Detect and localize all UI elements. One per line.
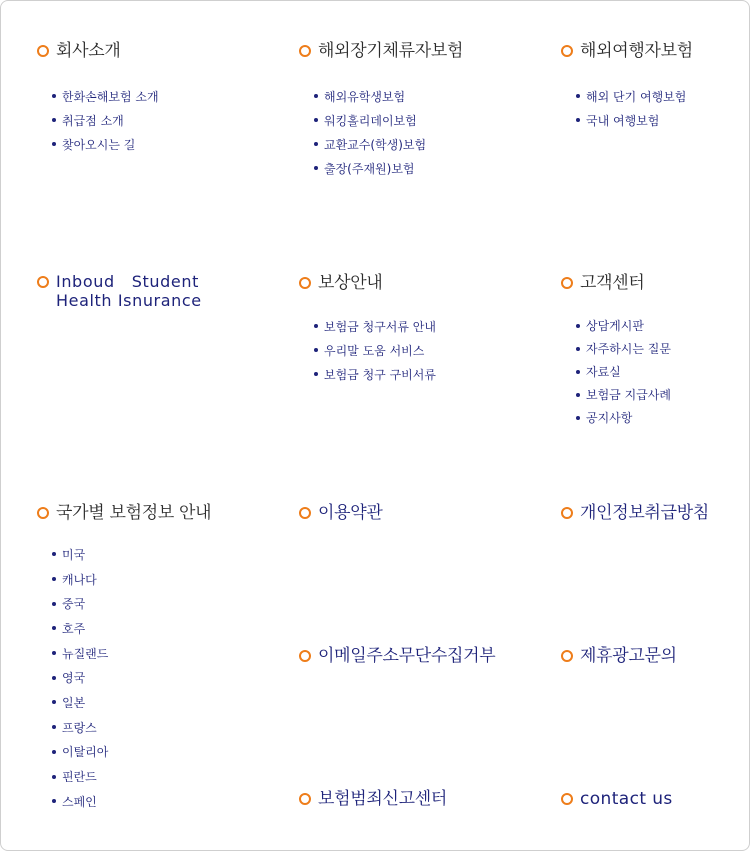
- country-link-7[interactable]: [52, 715, 211, 740]
- dot-bullet-icon: [576, 370, 580, 374]
- dot-bullet-icon: [576, 118, 580, 122]
- email-refusal-link[interactable]: [299, 645, 495, 667]
- ring-bullet-icon: [561, 650, 573, 662]
- link-label: 우리말 도움 서비스: [324, 343, 425, 358]
- compensation-heading-link[interactable]: [299, 272, 436, 294]
- email-refusal-heading: 이메일주소무단수집거부: [318, 646, 496, 666]
- ring-bullet-icon: [299, 45, 311, 57]
- link-label: 호주: [62, 621, 86, 636]
- link-label: 핀란드: [62, 770, 97, 785]
- customer-link-0[interactable]: [576, 314, 671, 337]
- inbound-heading-link[interactable]: [37, 272, 202, 310]
- company-heading-link[interactable]: [37, 40, 159, 62]
- contact-link[interactable]: [561, 788, 673, 810]
- link-label: 취급점 소개: [62, 113, 124, 128]
- long-term-link-0[interactable]: [314, 84, 463, 108]
- ring-bullet-icon: [561, 507, 573, 519]
- country-link-9[interactable]: [52, 764, 211, 789]
- link-label: 미국: [62, 547, 86, 562]
- dot-bullet-icon: [314, 118, 318, 122]
- link-label: 영국: [62, 671, 86, 686]
- link-label: 중국: [62, 597, 86, 612]
- link-label: 보험금 청구 구비서류: [324, 367, 436, 382]
- ad-inquiry-heading: 제휴광고문의: [580, 646, 677, 666]
- link-label: 상담게시판: [586, 319, 644, 333]
- country-link-3[interactable]: [52, 616, 211, 641]
- dot-bullet-icon: [52, 626, 56, 630]
- customer-link-4[interactable]: [576, 406, 671, 429]
- dot-bullet-icon: [52, 700, 56, 704]
- dot-bullet-icon: [52, 577, 56, 581]
- inbound-heading-line2: Health Isnurance: [56, 291, 202, 310]
- dot-bullet-icon: [314, 166, 318, 170]
- terms-link[interactable]: [299, 502, 383, 524]
- country-link-2[interactable]: [52, 591, 211, 616]
- link-label: 이탈리아: [62, 745, 109, 760]
- privacy-link[interactable]: [561, 502, 709, 524]
- dot-bullet-icon: [52, 725, 56, 729]
- customer-link-3[interactable]: [576, 383, 671, 406]
- dot-bullet-icon: [52, 118, 56, 122]
- travel-link-1[interactable]: [576, 108, 693, 132]
- country-link-0[interactable]: [52, 542, 211, 567]
- travel-heading-link[interactable]: [561, 40, 693, 62]
- ring-bullet-icon: [37, 507, 49, 519]
- dot-bullet-icon: [576, 416, 580, 420]
- link-label: 스페인: [62, 794, 97, 809]
- dot-bullet-icon: [576, 393, 580, 397]
- compensation-link-1[interactable]: [314, 338, 436, 362]
- dot-bullet-icon: [576, 94, 580, 98]
- link-label: 국내 여행보험: [586, 113, 660, 128]
- section-long-term: [299, 40, 463, 180]
- section-customer: [561, 272, 671, 429]
- dot-bullet-icon: [576, 347, 580, 351]
- link-label: 캐나다: [62, 572, 97, 587]
- dot-bullet-icon: [314, 94, 318, 98]
- ring-bullet-icon: [299, 793, 311, 805]
- long-term-heading-link[interactable]: [299, 40, 463, 62]
- ring-bullet-icon: [561, 45, 573, 57]
- dot-bullet-icon: [576, 324, 580, 328]
- company-link-2[interactable]: [52, 132, 159, 156]
- compensation-link-2[interactable]: [314, 362, 436, 386]
- customer-heading: 고객센터: [580, 273, 645, 293]
- customer-link-1[interactable]: [576, 337, 671, 360]
- country-link-6[interactable]: [52, 690, 211, 715]
- ring-bullet-icon: [299, 507, 311, 519]
- link-label: 해외유학생보험: [324, 89, 406, 104]
- country-heading: 국가별 보험정보 안내: [56, 503, 212, 523]
- section-terms: [299, 502, 383, 524]
- dot-bullet-icon: [52, 676, 56, 680]
- link-label: 자주하시는 질문: [586, 342, 671, 356]
- customer-heading-link[interactable]: [561, 272, 671, 294]
- country-link-10[interactable]: [52, 789, 211, 814]
- ring-bullet-icon: [37, 45, 49, 57]
- section-company: [37, 40, 159, 156]
- ring-bullet-icon: [299, 277, 311, 289]
- compensation-link-0[interactable]: [314, 314, 436, 338]
- link-label: 워킹홀리데이보험: [324, 113, 417, 128]
- ring-bullet-icon: [561, 793, 573, 805]
- link-label: 자료실: [586, 365, 621, 379]
- section-fraud: [299, 788, 447, 810]
- fraud-heading: 보험범죄신고센터: [318, 789, 447, 809]
- link-label: 해외 단기 여행보험: [586, 89, 687, 104]
- link-label: 공지사항: [586, 411, 633, 425]
- dot-bullet-icon: [314, 142, 318, 146]
- section-privacy: [561, 502, 709, 524]
- section-contact: [561, 788, 673, 810]
- dot-bullet-icon: [52, 775, 56, 779]
- link-label: 보험금 지급사례: [586, 388, 671, 402]
- long-term-link-1[interactable]: [314, 108, 463, 132]
- link-label: 찾아오시는 길: [62, 137, 136, 152]
- section-country: [37, 502, 211, 814]
- link-label: 출장(주재원)보험: [324, 161, 415, 176]
- long-term-link-3[interactable]: [314, 156, 463, 180]
- country-link-1[interactable]: [52, 567, 211, 592]
- ad-inquiry-link[interactable]: [561, 645, 677, 667]
- ring-bullet-icon: [561, 277, 573, 289]
- dot-bullet-icon: [52, 552, 56, 556]
- ring-bullet-icon: [299, 650, 311, 662]
- long-term-link-2[interactable]: [314, 132, 463, 156]
- section-compensation: [299, 272, 436, 386]
- contact-heading: contact us: [580, 789, 673, 809]
- company-link-1[interactable]: [52, 108, 159, 132]
- travel-heading: 해외여행자보험: [580, 41, 693, 61]
- customer-link-2[interactable]: [576, 360, 671, 383]
- dot-bullet-icon: [314, 372, 318, 376]
- fraud-link[interactable]: [299, 788, 447, 810]
- company-heading: 회사소개: [56, 41, 121, 61]
- compensation-heading: 보상안내: [318, 273, 383, 293]
- link-label: 일본: [62, 695, 86, 710]
- inbound-heading-line1: Inboud Student: [56, 272, 199, 291]
- travel-link-0[interactable]: [576, 84, 693, 108]
- terms-heading: 이용약관: [318, 503, 383, 523]
- link-label: 한화손해보험 소개: [62, 89, 159, 104]
- long-term-heading: 해외장기체류자보험: [318, 41, 464, 61]
- dot-bullet-icon: [52, 750, 56, 754]
- dot-bullet-icon: [52, 651, 56, 655]
- ring-bullet-icon: [37, 276, 49, 288]
- link-label: 보험금 청구서류 안내: [324, 319, 436, 334]
- company-link-0[interactable]: [52, 84, 159, 108]
- link-label: 뉴질랜드: [62, 646, 109, 661]
- privacy-heading: 개인정보취급방침: [580, 503, 709, 523]
- section-ad-inquiry: [561, 645, 677, 667]
- section-travel: [561, 40, 693, 132]
- link-label: 프랑스: [62, 720, 97, 735]
- dot-bullet-icon: [52, 94, 56, 98]
- dot-bullet-icon: [52, 142, 56, 146]
- country-link-8[interactable]: [52, 740, 211, 765]
- dot-bullet-icon: [314, 348, 318, 352]
- dot-bullet-icon: [52, 799, 56, 803]
- section-inbound: [37, 272, 202, 310]
- dot-bullet-icon: [52, 602, 56, 606]
- dot-bullet-icon: [314, 324, 318, 328]
- country-link-5[interactable]: [52, 665, 211, 690]
- country-heading-link[interactable]: [37, 502, 211, 524]
- country-link-4[interactable]: [52, 641, 211, 666]
- link-label: 교환교수(학생)보험: [324, 137, 427, 152]
- section-email-refusal: [299, 645, 495, 667]
